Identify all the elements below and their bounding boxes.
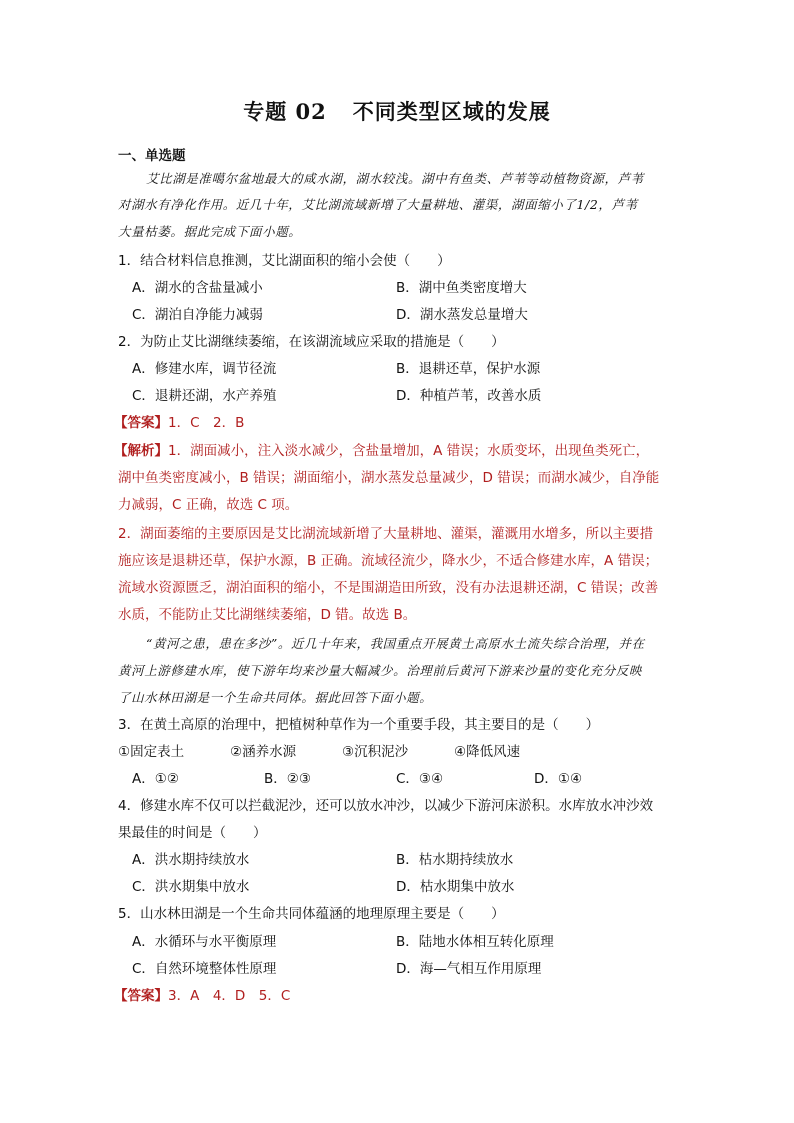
analysis-tag: 【解析】 <box>114 443 168 459</box>
q4-option-c: C．洪水期集中放水 <box>132 879 250 895</box>
q3-item-1: ①固定表土 <box>118 744 185 760</box>
analysis-line: 施应该是退耕还草，保护水源，B 正确。流域径流少，降水少，不适合修建水库，A 错误； <box>118 553 659 569</box>
passage2-line: 黄河上游修建水库，使下游年均来沙量大幅减少。治理前后黄河下游来沙量的变化充分反映 <box>118 663 643 678</box>
answer-block-1 <box>114 413 244 433</box>
q1-option-c: C．湖泊自净能力减弱 <box>132 307 263 323</box>
answer-tag: 【答案】 <box>114 415 168 431</box>
q3-item-2: ②涵养水源 <box>230 744 297 760</box>
q4-option-b: B．枯水期持续放水 <box>396 852 514 868</box>
passage1-line: 艾比湖是准噶尔盆地最大的咸水湖，湖水较浅。湖中有鱼类、芦苇等动植物资源，芦苇 <box>146 171 644 186</box>
section-heading: 一、单选题 <box>118 148 186 164</box>
q2-option-b: B．退耕还草，保护水源 <box>396 361 541 377</box>
question-4-stem: 4．修建水库不仅可以拦截泥沙，还可以放水冲沙，以减少下游河床淤积。水库放水冲沙效 <box>118 798 654 814</box>
q5-option-d: D．海—气相互作用原理 <box>396 961 542 977</box>
passage1-line: 大量枯萎。据此完成下面小题。 <box>118 224 302 239</box>
q2-option-a: A．修建水库，调节径流 <box>132 361 277 377</box>
question-1-stem: 1．结合材料信息推测，艾比湖面积的缩小会使（ ） <box>118 253 451 269</box>
answer-text: 1．C 2．B <box>168 415 245 431</box>
question-2-stem: 2．为防止艾比湖继续萎缩，在该湖流域应采取的措施是（ ） <box>118 334 505 350</box>
question-5-stem: 5．山水林田湖是一个生命共同体蕴涵的地理原理主要是（ ） <box>118 906 505 922</box>
title-topic-number: 专题 02 <box>243 99 327 124</box>
q2-option-d: D．种植芦苇，改善水质 <box>396 388 542 404</box>
q3-option-b: B．②③ <box>264 771 311 787</box>
q1-option-d: D．湖水蒸发总量增大 <box>396 307 528 323</box>
q5-option-c: C．自然环境整体性原理 <box>132 961 277 977</box>
q3-item-4: ④降低风速 <box>454 744 521 760</box>
passage2-line: 了山水林田湖是一个生命共同体。据此回答下面小题。 <box>118 690 433 705</box>
analysis-line: 2．湖面萎缩的主要原因是艾比湖流域新增了大量耕地、灌渠，灌溉用水增多，所以主要措 <box>118 526 654 542</box>
analysis-line: 【解析】1．湖面减小，注入淡水减少，含盐量增加，A 错误；水质变坏，出现鱼类死亡， <box>114 443 650 459</box>
question-3-stem: 3．在黄土高原的治理中，把植树种草作为一个重要手段，其主要目的是（ ） <box>118 717 600 733</box>
q4-option-d: D．枯水期集中放水 <box>396 879 515 895</box>
q1-option-a: A．湖水的含盐量减小 <box>132 280 263 296</box>
q3-option-d: D．①④ <box>534 771 583 787</box>
title-topic-name: 不同类型区域的发展 <box>352 99 551 124</box>
question-4-stem-cont: 果最佳的时间是（ ） <box>118 825 267 841</box>
answer-tag: 【答案】 <box>114 988 168 1004</box>
q3-option-a: A．①② <box>132 771 179 787</box>
passage2-line: “黄河之患，患在多沙”。近几十年来，我国重点开展黄土高原水土流失综合治理，并在 <box>146 636 645 651</box>
q5-option-b: B．陆地水体相互转化原理 <box>396 934 554 950</box>
answer-block-2 <box>114 986 290 1006</box>
analysis-line: 流域水资源匮乏，湖泊面积的缩小，不是围湖造田所致，没有办法退耕还湖，C 错误；改善 <box>118 580 659 596</box>
q4-option-a: A．洪水期持续放水 <box>132 852 250 868</box>
q3-option-c: C．③④ <box>396 771 444 787</box>
analysis-line: 湖中鱼类密度减小，B 错误；湖面缩小，湖水蒸发总量减少，D 错误；而湖水减少，自净能 <box>118 470 660 486</box>
q5-option-a: A．水循环与水平衡原理 <box>132 934 277 950</box>
page-title <box>0 96 794 126</box>
q1-option-b: B．湖中鱼类密度增大 <box>396 280 527 296</box>
answer-text: 3．A 4．D 5．C <box>168 988 291 1004</box>
analysis-line: 水质，不能防止艾比湖继续萎缩，D 错。故选 B。 <box>118 607 417 623</box>
q3-item-3: ③沉积泥沙 <box>342 744 409 760</box>
analysis-line: 力减弱，C 正确，故选 C 项。 <box>118 497 299 513</box>
q2-option-c: C．退耕还湖，水产养殖 <box>132 388 277 404</box>
passage1-line: 对湖水有净化作用。近几十年，艾比湖流域新增了大量耕地、灌渠，湖面缩小了1/2，芦苇 <box>118 197 638 212</box>
